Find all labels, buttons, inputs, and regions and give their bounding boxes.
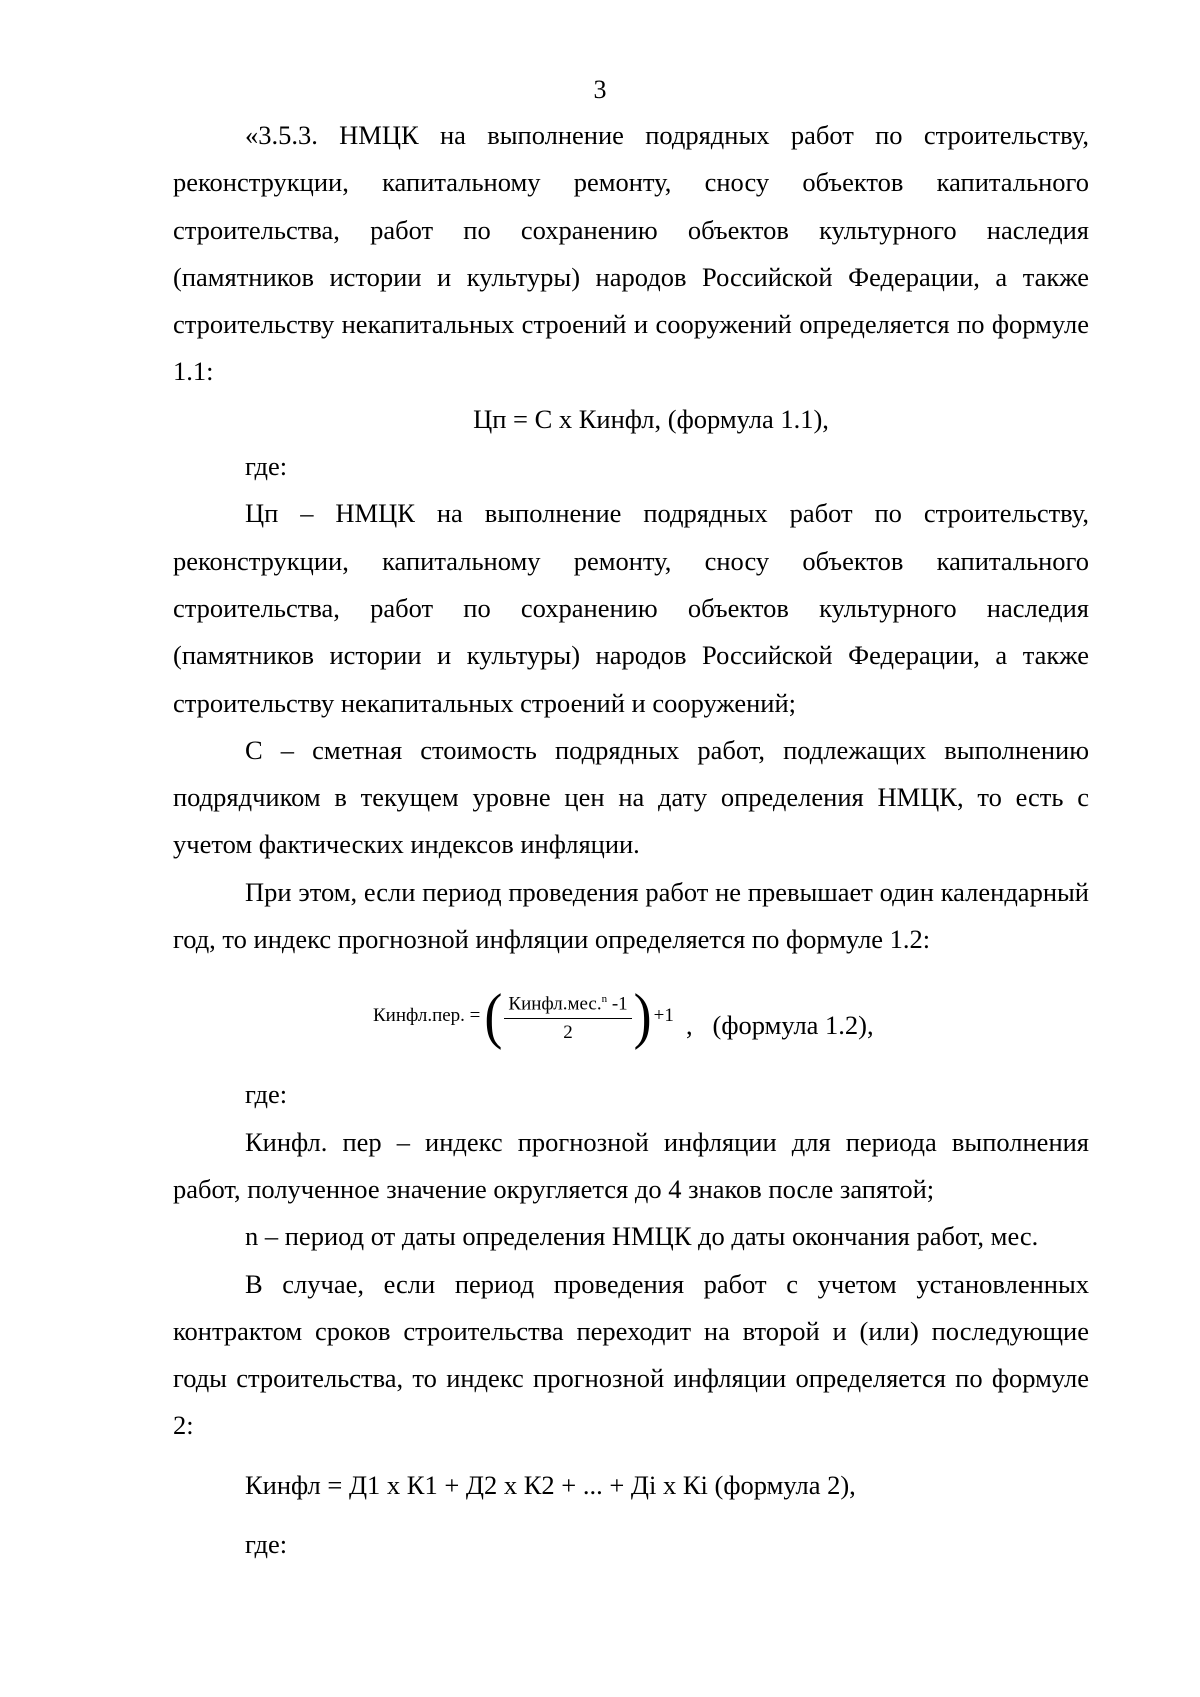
page-number: 3 (593, 75, 607, 104)
paragraph-v-sluchae: В случае, если период проведения работ с учетом установленных контрактом сроков строительства переходит на второй и (или) последующие годы строительства, то индекс прогнозной инфляции определяется по формуле 2: (173, 1268, 1089, 1441)
formula-1-2-tail: +1 (653, 1005, 674, 1026)
paragraph-3-5-3: «3.5.3. НМЦК на выполнение подрядных работ по строительству, реконструкции, капитальному ремонту, сносу объектов капитального строительства, работ по сохранению объектов культурного наследия (памятников истории и культуры) народов Российской Федерации, а также строительству некапитальных строений и сооружений определяется по формуле 1.1: (173, 120, 1089, 387)
formula-1-2 (373, 981, 674, 1051)
spacer (173, 1509, 1089, 1521)
formula-1-2-close-paren: ) (633, 981, 652, 1051)
definition-c: С – сметная стоимость подрядных работ, подлежащих выполнению подрядчиком в текущем уровне цен на дату определения НМЦК, то есть с учетом фактических индексов инфляции. (173, 734, 1089, 860)
formula-1-2-exponent: n (601, 993, 608, 1006)
where-label: где: (245, 451, 288, 482)
spacer (173, 1450, 1089, 1462)
formula-1-2-label: , (формула 1.2), (686, 1010, 874, 1041)
document-body (173, 112, 1089, 1568)
formula-1-2-fraction (504, 987, 631, 1044)
where-label-2: где: (245, 1079, 288, 1110)
where-label-3: где: (245, 1529, 288, 1560)
formula-1-2-numerator (504, 987, 631, 1018)
formula-1-1: Цп = С х Кинфл, (формула 1.1), (473, 403, 829, 434)
formula-1-2-numerator-base: Кинфл.мес. (508, 993, 602, 1015)
formula-2: Кинфл = Д1 х К1 + Д2 х К2 + ... + Дi х Кi (формула 2), (245, 1469, 856, 1500)
formula-1-2-denominator: 2 (563, 1021, 573, 1043)
definition-cp: Цп – НМЦК на выполнение подрядных работ по строительству, реконструкции, капитальному ремонту, сносу объектов капитального строительства, работ по сохранению объектов культурного наследия (памятников истории и культуры) народов Российской Федерации, а также строительству некапитальных строений и сооружений; (173, 498, 1089, 718)
paragraph-pri-etom: При этом, если период проведения работ не превышает один календарный год, то индекс прогнозной инфляции определяется по формуле 1.2: (173, 876, 1089, 955)
definition-n: n – период от даты определения НМЦК до даты окончания работ, мес. (245, 1221, 1039, 1252)
formula-1-2-lhs: Кинфл.пер. = (373, 1005, 481, 1026)
formula-1-2-open-paren: ( (484, 981, 503, 1051)
formula-1-2-block (173, 963, 1089, 1071)
definition-kinfl-per: Кинфл. пер – индекс прогнозной инфляции для периода выполнения работ, полученное значение округляется до 4 знаков после запятой; (173, 1126, 1089, 1204)
formula-1-2-numerator-tail: -1 (607, 993, 628, 1015)
